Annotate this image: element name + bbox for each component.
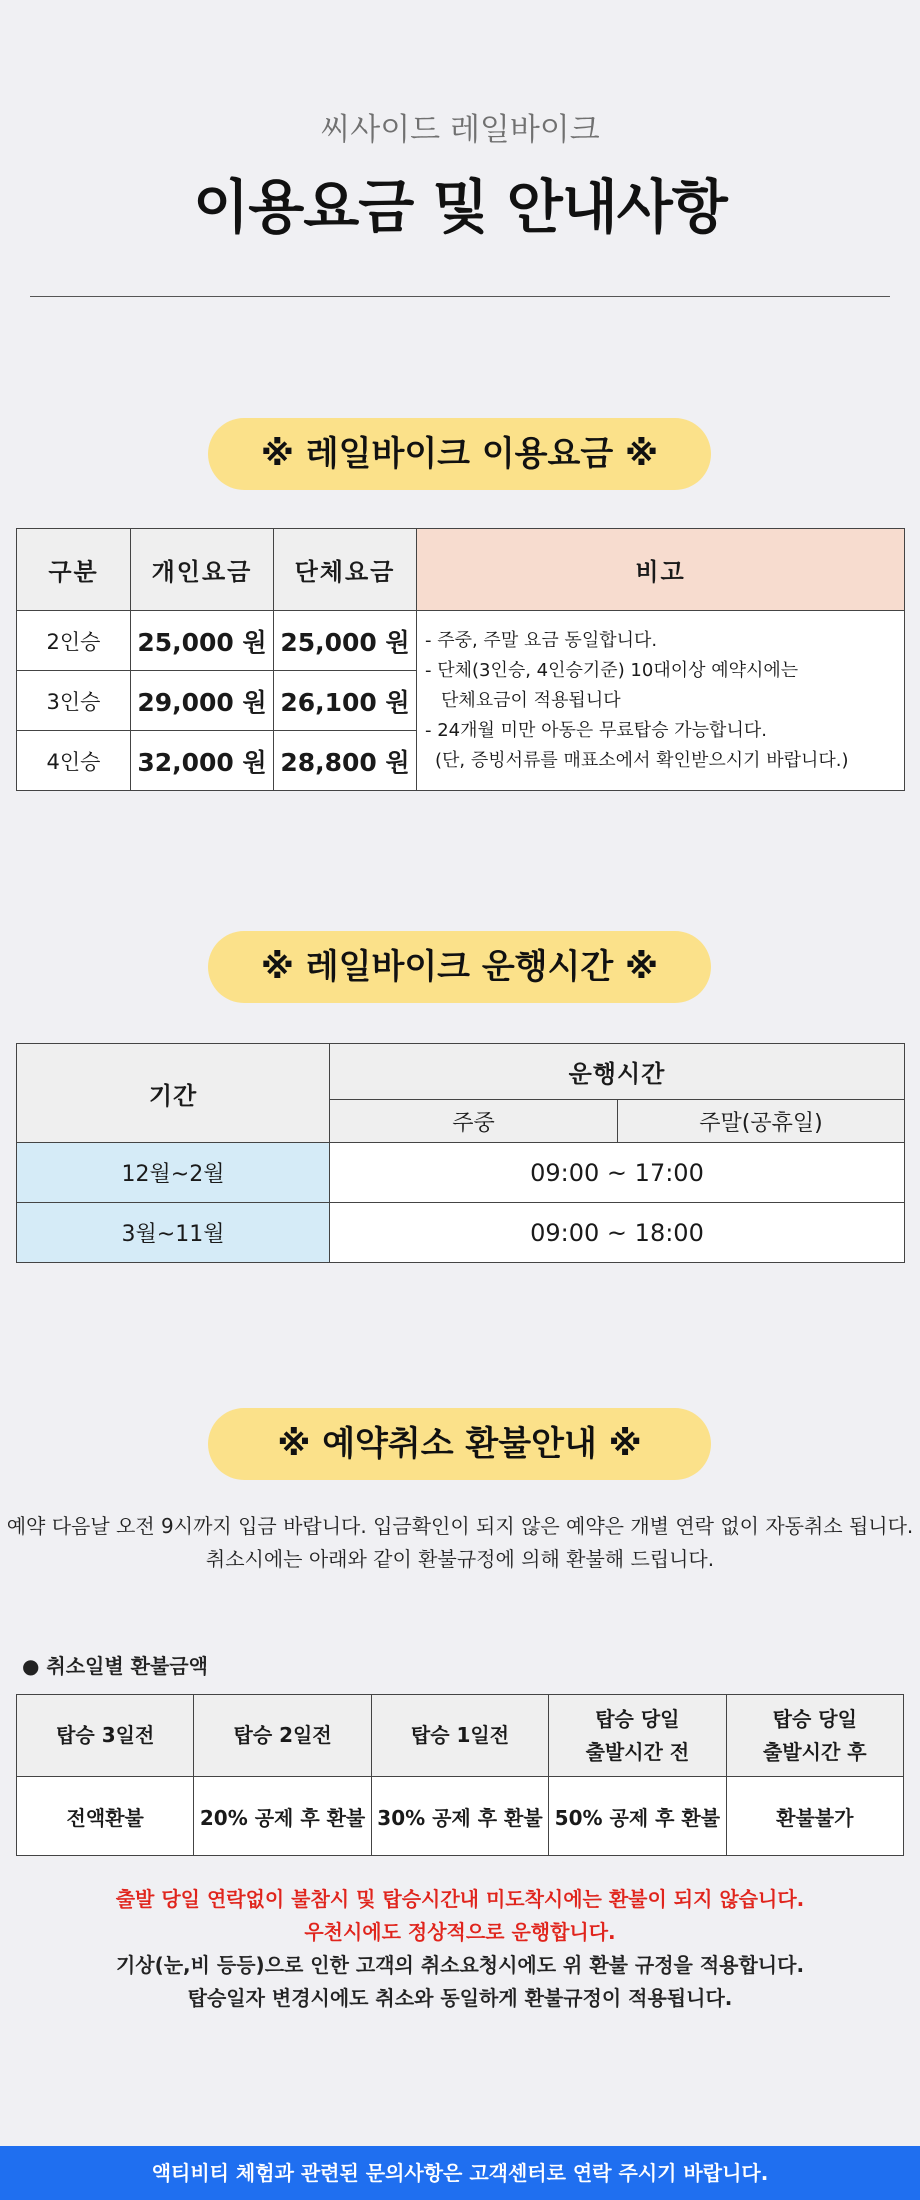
refund-col-line: 탑승 당일 bbox=[595, 1706, 680, 1731]
table-row bbox=[17, 1777, 904, 1856]
page-title: 이용요금 및 안내사항 bbox=[193, 173, 727, 241]
refund-intro-line: 취소시에는 아래와 같이 환불규정에 의해 환불해 드립니다. bbox=[205, 1547, 715, 1571]
refund-value-cell: 전액환불 bbox=[17, 1777, 194, 1856]
refund-notes bbox=[0, 1883, 920, 2015]
table-row bbox=[17, 611, 905, 671]
hours-section-heading: ※ 레일바이크 운행시간 ※ bbox=[208, 931, 711, 1003]
refund-section-heading: ※ 예약취소 환불안내 ※ bbox=[208, 1408, 711, 1480]
refund-col-line: 탑승 당일 bbox=[772, 1706, 857, 1731]
hours-col-weekend: 주말(공휴일) bbox=[618, 1100, 905, 1143]
table-row bbox=[17, 1203, 905, 1263]
page-subtitle: 씨사이드 레일바이크 bbox=[320, 112, 600, 148]
table-row bbox=[17, 1143, 905, 1203]
hours-table bbox=[16, 1043, 905, 1263]
remark-line: - 단체(3인승, 4인승기준) 10대이상 예약시에는 bbox=[425, 659, 799, 681]
hours-period-cell: 3월~11월 bbox=[17, 1203, 330, 1263]
fee-group-cell: 25,000 원 bbox=[274, 611, 417, 671]
refund-col-line: 탑승 2일전 bbox=[233, 1723, 332, 1747]
hours-value-cell: 09:00 ~ 18:00 bbox=[330, 1203, 905, 1263]
fee-section-heading: ※ 레일바이크 이용요금 ※ bbox=[208, 418, 711, 490]
header-divider bbox=[30, 296, 890, 297]
hours-period-cell: 12월~2월 bbox=[17, 1143, 330, 1203]
refund-warning: 출발 당일 연락없이 불참시 및 탑승시간내 미도착시에는 환불이 되지 않습니다. bbox=[115, 1887, 805, 1911]
weather-notice: 기상(눈,비 등등)으로 인한 고객의 취소요청시에도 위 환불 규정을 적용합니다. bbox=[115, 1953, 805, 1977]
fee-type-cell: 2인승 bbox=[17, 611, 131, 671]
refund-col-line: 출발시간 후 bbox=[762, 1739, 867, 1764]
remark-line: - 주중, 주말 요금 동일합니다. bbox=[425, 629, 658, 651]
fee-group-cell: 28,800 원 bbox=[274, 731, 417, 791]
refund-col-line: 탑승 3일전 bbox=[56, 1723, 155, 1747]
fee-col-remark: 비고 bbox=[417, 529, 905, 611]
rain-notice: 우천시에도 정상적으로 운행합니다. bbox=[304, 1920, 616, 1944]
footer-bar: 액티비티 체험과 관련된 문의사항은 고객센터로 연락 주시기 바랍니다. bbox=[0, 2146, 920, 2200]
hours-col-hours: 운행시간 bbox=[330, 1044, 905, 1100]
fee-remark-cell bbox=[417, 611, 905, 791]
refund-col bbox=[549, 1695, 726, 1777]
refund-table-header bbox=[17, 1695, 904, 1777]
refund-table-title: ● 취소일별 환불금액 bbox=[22, 1654, 208, 1678]
fee-individual-cell: 25,000 원 bbox=[131, 611, 274, 671]
refund-intro bbox=[0, 1510, 920, 1576]
refund-value-cell: 환불불가 bbox=[726, 1777, 903, 1856]
fee-col-type: 구분 bbox=[17, 529, 131, 611]
fee-type-cell: 3인승 bbox=[17, 671, 131, 731]
fee-table-header bbox=[17, 529, 905, 611]
remark-line: - 24개월 미만 아동은 무료탑승 가능합니다. bbox=[425, 719, 767, 741]
refund-col-line: 출발시간 전 bbox=[585, 1739, 690, 1764]
fee-group-cell: 26,100 원 bbox=[274, 671, 417, 731]
refund-col bbox=[17, 1695, 194, 1777]
fee-type-cell: 4인승 bbox=[17, 731, 131, 791]
fee-individual-cell: 32,000 원 bbox=[131, 731, 274, 791]
fee-table bbox=[16, 528, 905, 791]
refund-intro-line: 예약 다음날 오전 9시까지 입금 바랍니다. 입금확인이 되지 않은 예약은 개별 연락 없이 자동취소 됩니다. bbox=[6, 1514, 914, 1538]
refund-col bbox=[371, 1695, 548, 1777]
hours-col-weekday: 주중 bbox=[330, 1100, 618, 1143]
fee-col-individual: 개인요금 bbox=[131, 529, 274, 611]
date-change-notice: 탑승일자 변경시에도 취소와 동일하게 환불규정이 적용됩니다. bbox=[187, 1986, 733, 2010]
refund-table bbox=[16, 1694, 904, 1856]
fee-col-group: 단체요금 bbox=[274, 529, 417, 611]
fee-individual-cell: 29,000 원 bbox=[131, 671, 274, 731]
refund-value-cell: 50% 공제 후 환불 bbox=[549, 1777, 726, 1856]
refund-col bbox=[194, 1695, 371, 1777]
hours-value-cell: 09:00 ~ 17:00 bbox=[330, 1143, 905, 1203]
refund-col-line: 탑승 1일전 bbox=[410, 1723, 510, 1747]
refund-col bbox=[726, 1695, 903, 1777]
refund-value-cell: 20% 공제 후 환불 bbox=[194, 1777, 371, 1856]
remark-line: (단, 증빙서류를 매표소에서 확인받으시기 바랍니다.) bbox=[435, 749, 849, 771]
remark-line: 단체요금이 적용됩니다 bbox=[441, 689, 621, 711]
hours-col-period: 기간 bbox=[17, 1044, 330, 1143]
refund-value-cell: 30% 공제 후 환불 bbox=[371, 1777, 548, 1856]
